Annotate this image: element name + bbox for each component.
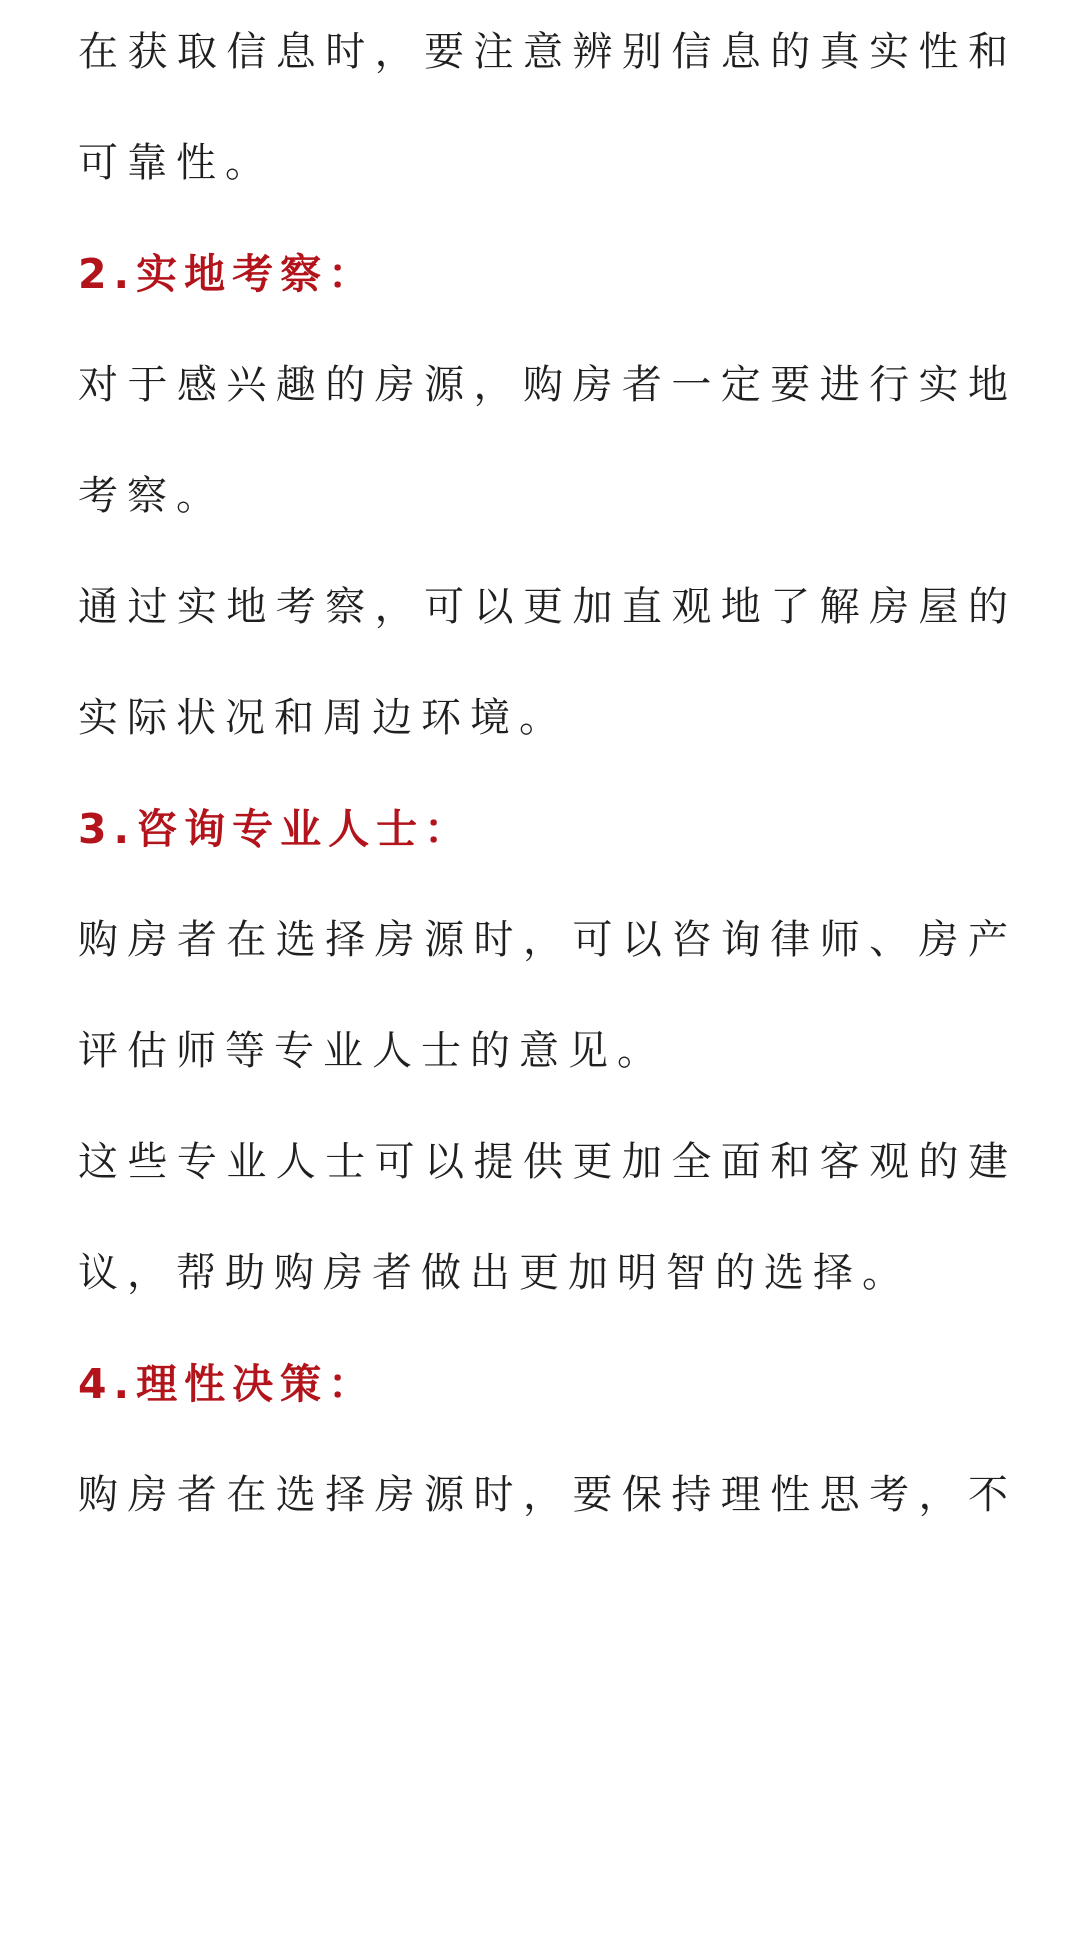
section-heading-site-visit: 2.实地考察： xyxy=(78,250,377,298)
paragraph-line: 可靠性。 xyxy=(78,140,274,186)
section-heading-consult-professionals: 3.咨询专业人士： xyxy=(78,805,473,853)
paragraph-line: 购房者在选择房源时，可以咨询律师、房产 xyxy=(78,917,1008,963)
paragraph-line: 在获取信息时，要注意辨别信息的真实性和 xyxy=(78,29,1008,75)
paragraph-line: 实际状况和周边环境。 xyxy=(78,695,568,741)
paragraph-line: 议，帮助购房者做出更加明智的选择。 xyxy=(78,1250,911,1296)
section-heading-rational-decision: 4.理性决策： xyxy=(78,1360,377,1408)
paragraph-line: 考察。 xyxy=(78,473,225,519)
paragraph-line: 这些专业人士可以提供更加全面和客观的建 xyxy=(78,1139,1008,1185)
paragraph-line: 对于感兴趣的房源，购房者一定要进行实地 xyxy=(78,362,1008,408)
paragraph-line: 评估师等专业人士的意见。 xyxy=(78,1028,666,1074)
paragraph-line: 通过实地考察，可以更加直观地了解房屋的 xyxy=(78,584,1008,630)
paragraph-line: 购房者在选择房源时，要保持理性思考，不 xyxy=(78,1472,1008,1518)
